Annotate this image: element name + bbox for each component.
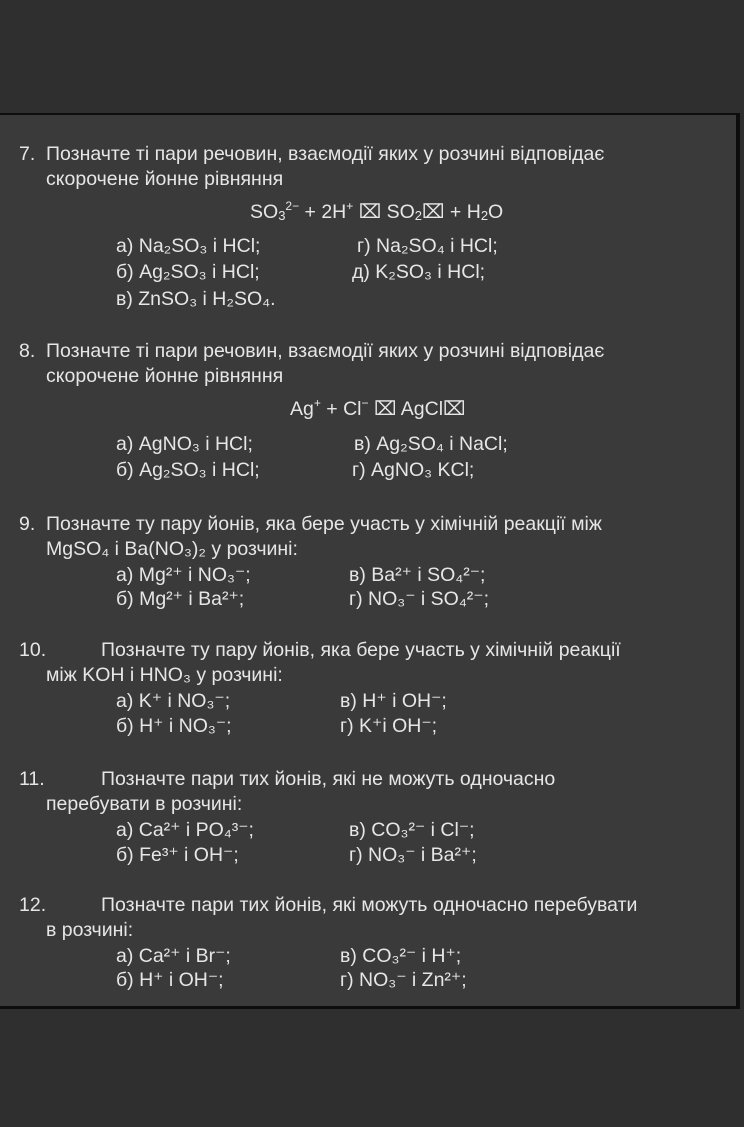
option-g: г) AgNO₃ KCl; — [352, 459, 475, 481]
question-number: 7. — [19, 143, 36, 165]
option-b: б) H⁺ і OH⁻; — [116, 969, 224, 991]
question-number: 12. — [19, 894, 47, 916]
option-b: б) Mg²⁺ і Ba²⁺; — [116, 588, 245, 610]
option-d: д) K₂SO₃ і HCl; — [352, 261, 486, 283]
question-text-line2: між KOH і HNO₃ у розчині: — [46, 664, 283, 686]
option-v: в) ZnSO₃ і H₂SO₄. — [116, 288, 276, 310]
question-text-line1: Позначте ті пари речовин, взаємодії яких у розчині відповідає — [46, 340, 605, 362]
option-g: г) NO₃⁻ і Zn²⁺; — [340, 969, 467, 991]
question-text-line2: MgSO₄ і Ba(NO₃)₂ у розчині: — [46, 538, 298, 560]
option-v: в) Ag₂SO₄ і NaCl; — [354, 433, 508, 455]
question-text-line1: Позначте пари тих йонів, які можуть одночасно перебувати — [101, 894, 638, 916]
option-a: а) K⁺ і NO₃⁻; — [116, 690, 231, 712]
option-g: г) K⁺і OH⁻; — [340, 715, 438, 737]
question-text-line2: в розчині: — [46, 919, 134, 941]
ionic-equation: $SO_3^{2-} + 2H^+$ ⌧ $SO_2⌧ + H_2O$ — [250, 199, 504, 223]
option-g: г) Na₂SO₄ і HCl; — [357, 235, 498, 257]
option-a: а) Ca²⁺ і Br⁻; — [116, 945, 231, 967]
option-a: а) Mg²⁺ і NO₃⁻; — [116, 564, 251, 586]
question-text-line2: перебувати в розчині: — [46, 793, 243, 815]
option-a: а) Na₂SO₃ і HCl; — [116, 235, 261, 257]
option-a: а) AgNO₃ і HCl; — [116, 433, 253, 455]
option-b: б) H⁺ і NO₃⁻; — [116, 715, 232, 737]
option-v: в) Ba²⁺ і SO₄²⁻; — [349, 564, 486, 586]
question-number: 9. — [19, 513, 36, 535]
option-b: б) Ag₂SO₃ і HCl; — [116, 261, 260, 283]
ionic-equation: Ag+ + Cl− ⌧ AgCl⌧ — [290, 396, 466, 420]
option-g: г) NO₃⁻ і Ba²⁺; — [349, 844, 477, 866]
question-text-line1: Позначте пари тих йонів, які не можуть одночасно — [101, 768, 556, 790]
option-v: в) H⁺ і OH⁻; — [340, 690, 447, 712]
question-text-line2: скорочене йонне рівняння — [46, 365, 284, 387]
question-number: 10. — [19, 639, 47, 661]
question-text-line2: скорочене йонне рівняння — [46, 168, 284, 190]
option-v: в) CO₃²⁻ і H⁺; — [340, 945, 462, 967]
bottom-dark-area — [0, 1010, 744, 1127]
option-v: в) CO₃²⁻ і Cl⁻; — [349, 819, 475, 841]
document-page — [0, 113, 740, 1009]
question-number: 11. — [19, 768, 45, 790]
option-g: г) NO₃⁻ і SO₄²⁻; — [349, 588, 490, 610]
question-text-line1: Позначте ту пару йонів, яка бере участь у хімічній реакції — [101, 639, 621, 661]
option-b: б) Fe³⁺ і OH⁻; — [116, 844, 239, 866]
question-text-line1: Позначте ті пари речовин, взаємодії яких у розчині відповідає — [46, 143, 605, 165]
question-number: 8. — [19, 340, 36, 362]
top-dark-area — [0, 0, 744, 113]
option-b: б) Ag₂SO₃ і HCl; — [116, 459, 260, 481]
option-a: а) Ca²⁺ і PO₄³⁻; — [116, 819, 254, 841]
question-text-line1: Позначте ту пару йонів, яка бере участь у хімічній реакції між — [46, 513, 602, 535]
